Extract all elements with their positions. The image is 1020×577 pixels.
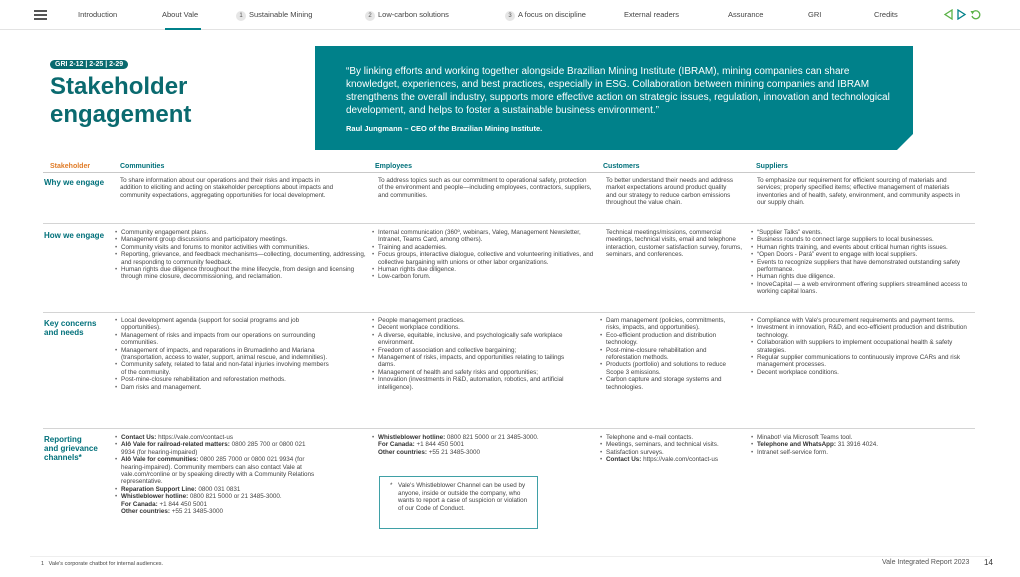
row-label-concerns: Key concerns and needs	[44, 319, 97, 337]
header-customers: Customers	[603, 163, 640, 170]
nav-about-vale[interactable]: About Vale	[162, 10, 199, 19]
list-item: • Community visits and forums to monitor activities with communities.	[115, 244, 370, 251]
nav-introduction[interactable]: Introduction	[78, 10, 118, 19]
list-item: • “Open Doors - Pará” event to engage with local suppliers.	[751, 251, 976, 258]
list-item: • “Supplier Talks” events.	[751, 229, 976, 236]
list-item: • Intranet self-service form.	[751, 449, 951, 456]
row-label-reporting: Reporting and grievance channels*	[44, 435, 98, 462]
list-item: • Focus groups, interactive dialogue, collective and volunteering initiatives, and collective bargaining with unions or other labor organizations.	[372, 251, 597, 266]
list-item: • InoveCapital — a web environment offering suppliers streamlined access to working capital loans.	[751, 281, 976, 296]
top-navigation	[0, 0, 1020, 30]
nav-external-readers[interactable]: External readers	[624, 10, 680, 19]
menu-icon[interactable]	[34, 10, 47, 20]
list-item: • Management of risks, impacts, and opportunities relating to tailings dams.	[372, 354, 582, 369]
footer-divider	[30, 556, 990, 557]
list-item: • Local development agenda (support for social programs and job opportunities).	[115, 317, 335, 332]
list-item: • Training and academies.	[372, 244, 597, 251]
gri-badge: GRI 2-12 | 2-25 | 2-29	[50, 60, 128, 69]
how-customers: Technical meetings/missions, commercial meetings, technical visits, email and telephone interaction, customer satisfaction survey, forums, seminars, and conferences.	[606, 229, 743, 259]
list-item: • Whistleblower hotline: 0800 821 5000 or 21 3485-3000.	[372, 434, 592, 441]
concerns-communities	[115, 317, 335, 391]
list-item: • Freedom of association and collective bargaining;	[372, 347, 582, 354]
list-item: • Decent workplace conditions.	[751, 369, 981, 376]
list-item: • Innovation (investments in R&D, automation, robotics, and artificial intelligence).	[372, 376, 582, 391]
other-countries-line: Other countries: +55 21 3485-3000	[121, 508, 224, 516]
row-label-how: How we engage	[44, 231, 105, 240]
list-item: • Human rights training, and events about critical human rights issues.	[751, 244, 976, 251]
list-item: • Business rounds to connect large suppliers to local businesses.	[751, 236, 976, 243]
header-communities: Communities	[120, 163, 165, 170]
header-stakeholder: Stakeholder	[50, 163, 91, 170]
list-item: • Telephone and e-mail contacts.	[600, 434, 750, 441]
list-item: • Events to recognize suppliers that have demonstrated outstanding safety performance.	[751, 259, 976, 274]
list-item: • Human rights due diligence throughout the mine lifecycle, from design and licensing through mine closure, decommissioning, and reclamation.	[115, 266, 370, 281]
quote-text: “By linking efforts and working together alongside Brazilian Mining Institute (IBRAM), mining companies can share knowledget, experiences, and best practices, especially in ESG. Collaboration between mining companies and IBRAM strengthens the overall industry, supports more effective action on strategic issues, regulation, innovation and technological development, and helps to foster a sustainable business environment.”	[346, 66, 890, 116]
reporting-suppliers	[751, 434, 951, 456]
previous-page-icon[interactable]	[943, 9, 954, 20]
list-item: • Compliance with Vale's procurement requirements and payment terms.	[751, 317, 981, 324]
next-page-icon[interactable]	[956, 9, 967, 20]
report-name: Vale Integrated Report 2023	[882, 559, 970, 566]
nav-low-carbon-solutions[interactable]: 2 Low-carbon solutions	[365, 10, 449, 21]
list-item: • Telephone and WhatsApp: 31 3916 4024.	[751, 441, 951, 448]
whistleblower-note	[379, 476, 538, 529]
list-item: • Management of health and safety risks and opportunities;	[372, 369, 582, 376]
list-item: • Products (portfolio) and solutions to reduce Scope 3 emissions.	[600, 361, 740, 376]
header-suppliers: Suppliers	[756, 163, 788, 170]
row-label-why: Why we engage	[44, 178, 105, 187]
nav-focus-on-discipline[interactable]: 3 A focus on discipline	[505, 10, 586, 21]
list-item: • Human rights due diligence.	[751, 273, 976, 280]
list-item: • Contact Us: https://vale.com/contact-us	[115, 434, 315, 441]
row-divider	[43, 223, 975, 224]
reporting-communities	[115, 434, 315, 515]
reporting-customers	[600, 434, 750, 464]
why-customers: To better understand their needs and address market expectations around product quality and our strategy to reduce carbon emissions throughout the value chain.	[606, 177, 734, 207]
list-item: • Minabot¹ via Microsoft Teams tool.	[751, 434, 951, 441]
list-item: • Internal communication (360º, webinars, Valeg, Management Newsletter, Intranet, Teams Card, among others).	[372, 229, 597, 244]
header-employees: Employees	[375, 163, 412, 170]
list-item: • Community engagement plans.	[115, 229, 370, 236]
quote-box	[315, 46, 913, 150]
reporting-employees	[372, 434, 592, 456]
list-item: • Reparation Support Line: 0800 031 0831	[115, 486, 315, 493]
concerns-customers	[600, 317, 740, 391]
list-item: • Reporting, grievance, and feedback mechanisms—collecting, documenting, addressing, and responding to community feedback.	[115, 251, 370, 266]
list-item: • Eco-efficient production and distribution technology.	[600, 332, 740, 347]
canada-line: For Canada: +1 844 450 5001	[121, 500, 207, 508]
canada-line: For Canada: +1 844 450 5001	[378, 441, 464, 449]
list-item: • Alô Vale for railroad-related matters: 0800 285 700 or 0800 021 9934 (for hearing-impaired)	[115, 441, 315, 456]
row-divider	[43, 428, 975, 429]
concerns-employees	[372, 317, 582, 391]
list-item: • Post-mine-closure rehabilitation and reforestation methods.	[600, 347, 740, 362]
page-title: Stakeholder engagement	[50, 73, 192, 128]
note-asterisk: *	[390, 482, 393, 489]
list-item: • A diverse, equitable, inclusive, and psychologically safe workplace environment.	[372, 332, 582, 347]
how-employees	[372, 229, 597, 281]
list-item: • Dam risks and management.	[115, 384, 335, 391]
how-suppliers	[751, 229, 976, 296]
quote-author: Raul Jungmann – CEO of the Brazilian Mining Institute.	[346, 124, 543, 133]
nav-gri[interactable]: GRI	[808, 10, 822, 19]
list-item: • Alô Vale for communities: 0800 285 7000 or 0800 021 9934 (for hearing-impaired). Community members can also contact Vale at vale.com/rconline or by speaking directly with a Community Relations representative.	[115, 456, 315, 486]
nav-credits[interactable]: Credits	[874, 10, 898, 19]
list-item: • Dam management (policies, commitments, risks, impacts, and opportunities).	[600, 317, 740, 332]
list-item: • Carbon capture and storage systems and technologies.	[600, 376, 740, 391]
how-communities	[115, 229, 370, 281]
other-countries-line: Other countries: +55 21 3485-3000	[378, 448, 481, 456]
footnote: 1 Vale's corporate chatbot for internal audiences.	[41, 561, 164, 567]
list-item: • Post-mine-closure rehabilitation and reforestation methods.	[115, 376, 335, 383]
nav-assurance[interactable]: Assurance	[728, 10, 764, 19]
list-item: • Management of impacts, and reparations in Brumadinho and Mariana (transportation, access to water, support, animal rescue, and indemnities).	[115, 347, 335, 362]
back-icon[interactable]	[970, 9, 981, 20]
list-item: • Human rights due diligence.	[372, 266, 597, 273]
list-item: • Meetings, seminars, and technical visits.	[600, 441, 750, 448]
why-employees: To address topics such as our commitment to operational safety, protection of the environment and people—including employees, contractors, suppliers, and communities.	[378, 177, 592, 199]
why-communities: To share information about our operations and their risks and impacts in addition to eliciting and acting on stakeholder perceptions about impacts and community expectations, aggregating opportunities for local development.	[120, 177, 334, 199]
concerns-suppliers	[751, 317, 981, 376]
list-item: • Low-carbon forum.	[372, 273, 597, 280]
list-item: • Whistleblower hotline: 0800 821 5000 or 21 3485-3000.	[115, 493, 315, 500]
list-item: • Investment in innovation, R&D, and eco-efficient production and distribution technology.	[751, 324, 981, 339]
header-divider	[43, 172, 975, 173]
list-item: • Contact Us: https://vale.com/contact-us	[600, 456, 750, 463]
list-item: • Decent workplace conditions.	[372, 324, 582, 331]
nav-sustainable-mining[interactable]: 1 Sustainable Mining	[236, 10, 312, 21]
active-nav-indicator	[165, 28, 201, 30]
why-suppliers: To emphasize our requirement for efficient sourcing of materials and services; properly specified items; effective management of materials inventories and of health, safety, environment, and community aspects in our supply chain.	[757, 177, 960, 207]
list-item: • Collaboration with suppliers to implement occupational health & safety strategies.	[751, 339, 981, 354]
page-number: 14	[984, 558, 993, 567]
list-item: • Regular supplier communications to continuously improve CARs and risk management processes.	[751, 354, 981, 369]
note-text: Vale's Whistleblower Channel can be used by anyone, inside or outside the company, who wants to report a case of suspicion or violation of our Code of Conduct.	[398, 482, 528, 512]
list-item: • Management of risks and impacts from our operations on surrounding communities.	[115, 332, 335, 347]
row-divider	[43, 312, 975, 313]
list-item: • People management practices.	[372, 317, 582, 324]
list-item: • Satisfaction surveys.	[600, 449, 750, 456]
list-item: • Community safety, related to fatal and non-fatal injuries involving members of the community.	[115, 361, 335, 376]
list-item: • Management group discussions and participatory meetings.	[115, 236, 370, 243]
